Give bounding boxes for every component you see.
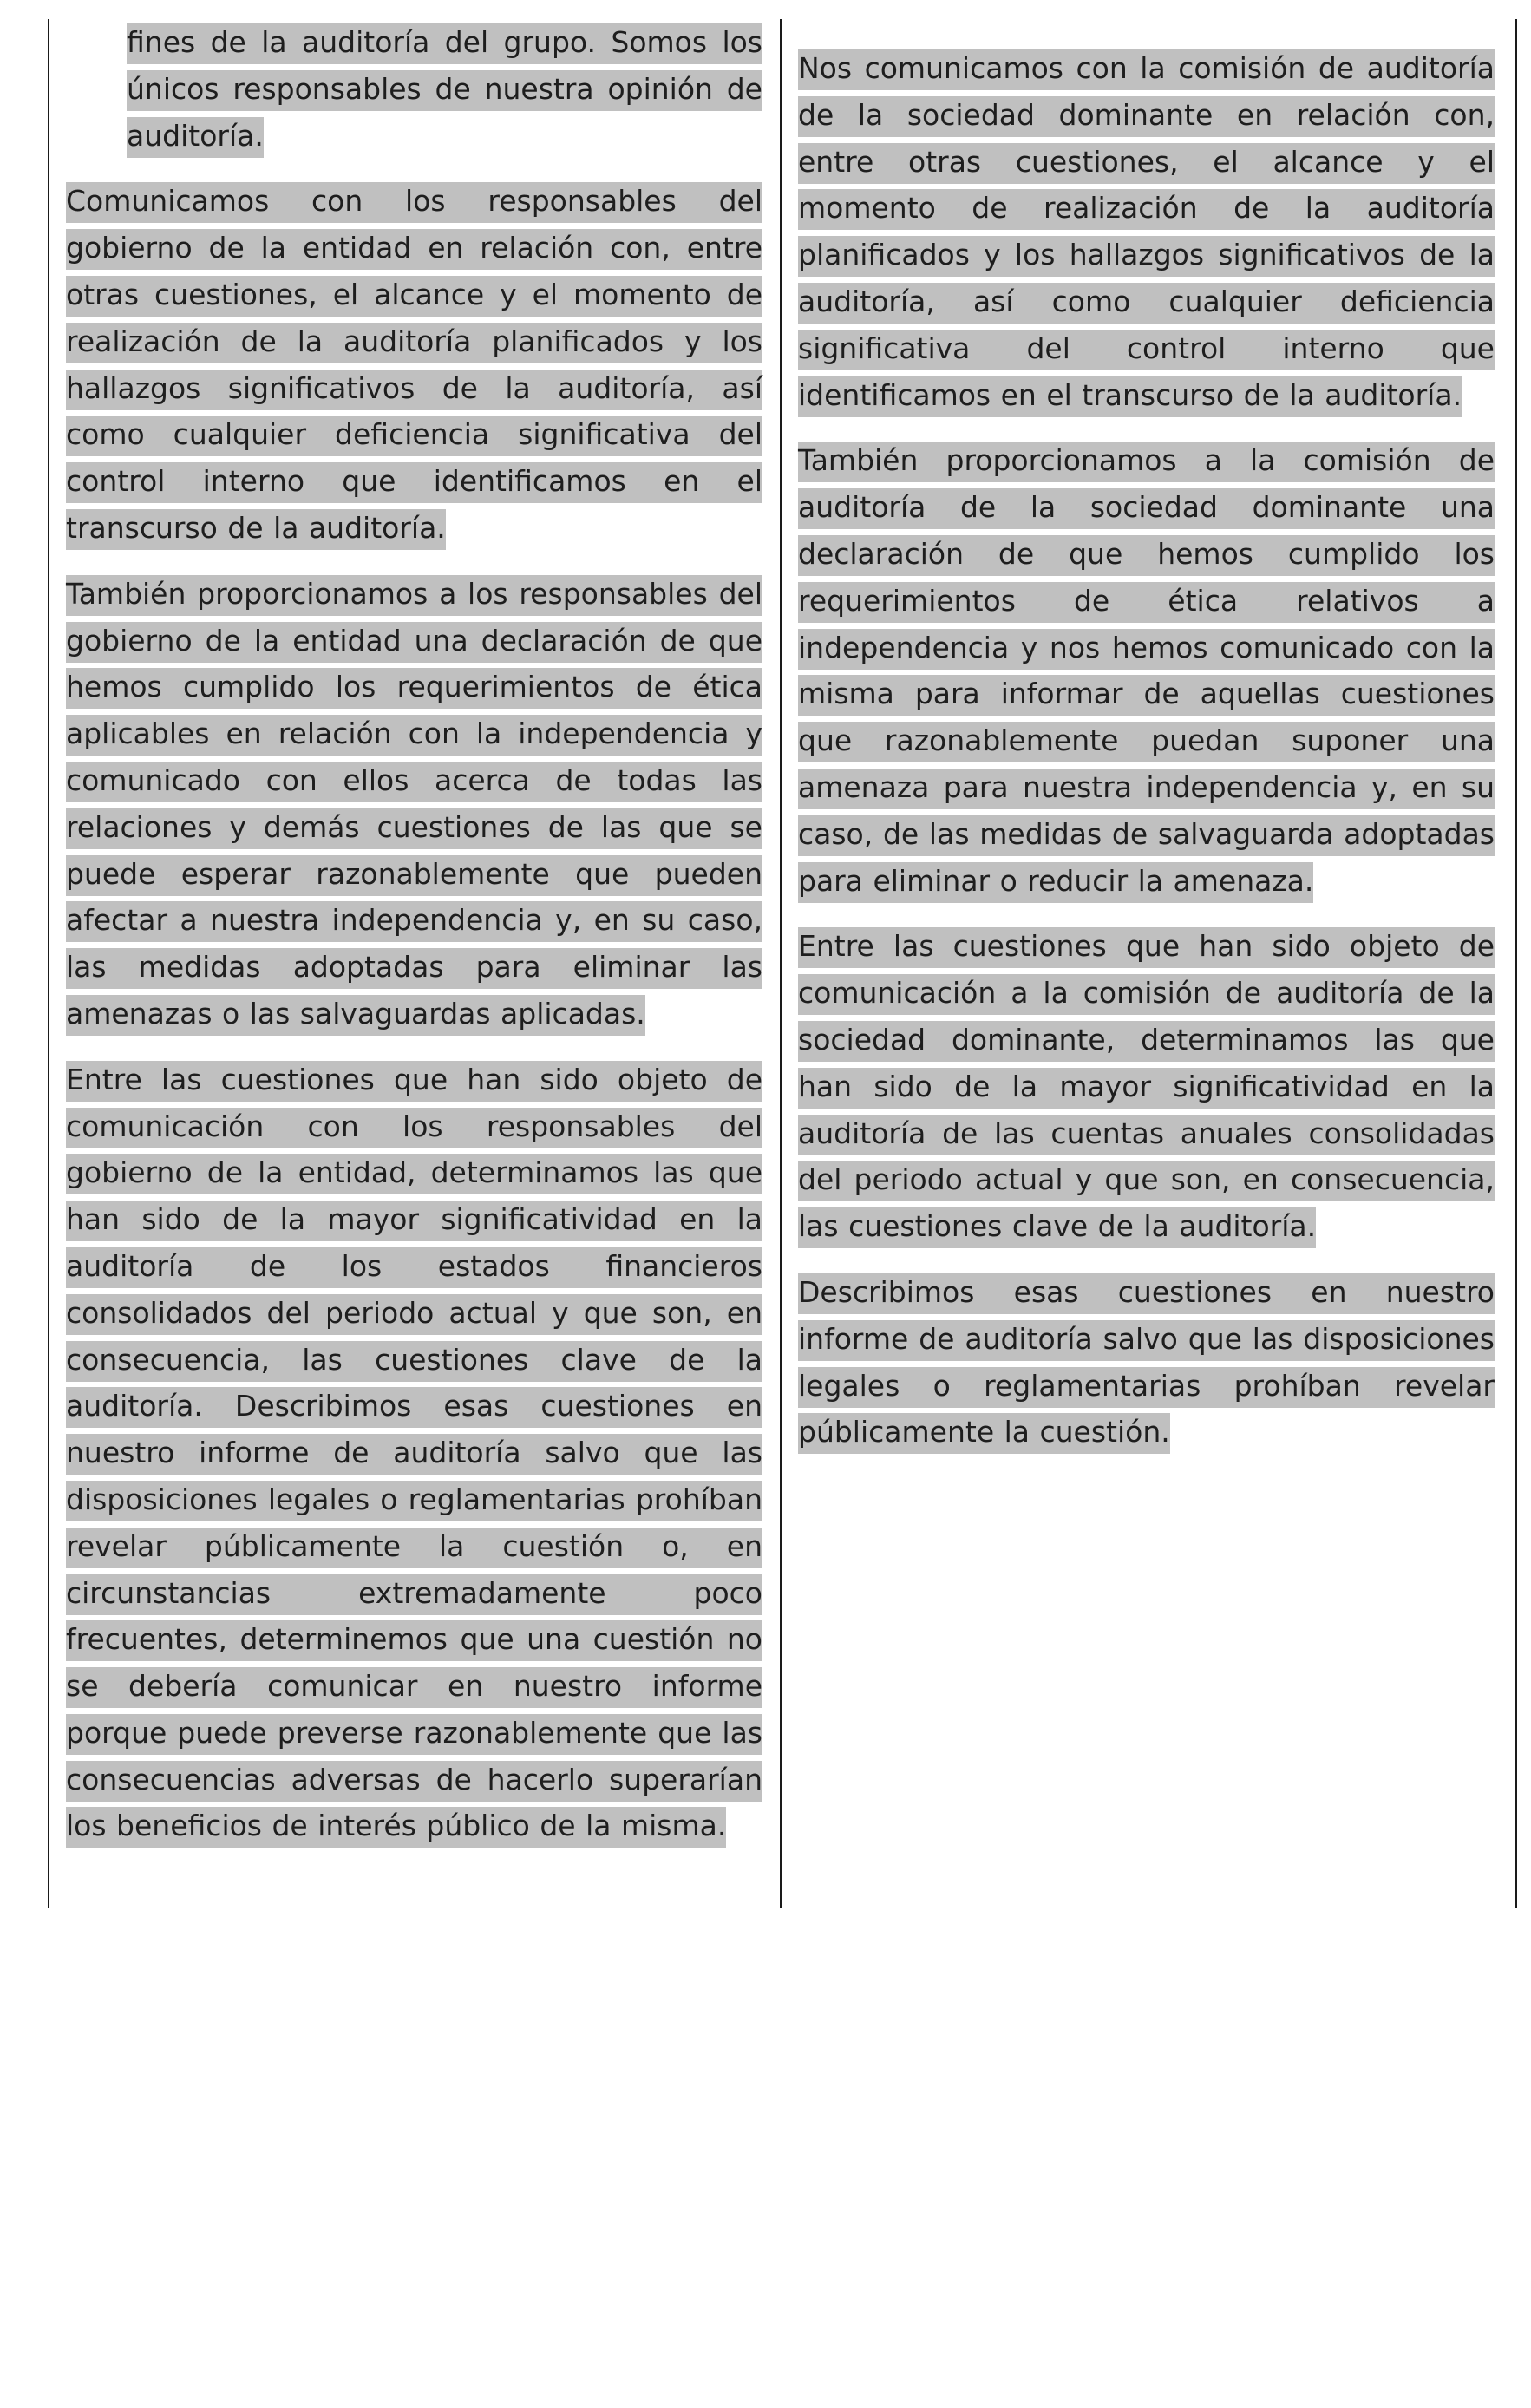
right-column (798, 45, 1495, 1456)
paragraph (66, 571, 762, 1037)
paragraph (66, 19, 762, 159)
paragraph-text: Comunicamos con los responsables del gobierno de la entidad en relación con, entre otras cuestiones, el alcance y el momento de realización de la auditoría planificados y los hallazgos significativos de la auditoría, así como cualquier deficiencia significativa del control interno que identificamos en el transcurso de la auditoría. (66, 182, 762, 550)
paragraph-text: También proporcionamos a los responsables del gobierno de la entidad una declaración de que hemos cumplido los requerimientos de ética aplicables en relación con la independencia y comunicado con ellos acerca de todas las relaciones y demás cuestiones de las que se puede esperar razonablemente que pueden afectar a nuestra independencia y, en su caso, las medidas adoptadas para eliminar las amenazas o las salvaguardas aplicadas. (66, 575, 762, 1036)
table-border-left (48, 19, 49, 1908)
paragraph-text: Entre las cuestiones que han sido objeto de comunicación con los responsables del gobierno de la entidad, determinamos las que han sido de la mayor significatividad en la auditoría de los estados financieros consolidados del periodo actual y que son, en consecuencia, las cuestiones clave de la auditoría. Describimos esas cuestiones en nuestro informe de auditoría salvo que las disposiciones legales o reglamentarias prohíban revelar públicamente la cuestión o, en circunstancias extremadamente poco frecuentes, determinemos que una cuestión no se debería comunicar en nuestro informe porque puede preverse razonablemente que las consecuencias adversas de hacerlo superarían los beneficios de interés público de la misma. (66, 1061, 762, 1849)
paragraph (66, 178, 762, 551)
comparison-table (48, 19, 1518, 1908)
paragraph-text: También proporcionamos a la comisión de auditoría de la sociedad dominante una declaración de que hemos cumplido los requerimientos de ética relativos a independencia y nos hemos comunicado con la misma para informar de aquellas cuestiones que razonablemente puedan suponer una amenaza para nuestra independencia y, en su caso, de las medidas de salvaguarda adoptadas para eliminar o reducir la amenaza. (798, 442, 1495, 902)
paragraph-text: Describimos esas cuestiones en nuestro informe de auditoría salvo que las disposiciones legales o reglamentarias prohíban revelar públicamente la cuestión. (798, 1273, 1495, 1454)
table-border-right (1515, 19, 1517, 1908)
paragraph (798, 923, 1495, 1250)
paragraph (66, 1057, 762, 1850)
table-border-middle (780, 19, 782, 1908)
paragraph-text: Nos comunicamos con la comisión de auditoría de la sociedad dominante en relación con, entre otras cuestiones, el alcance y el momento de realización de la auditoría planificados y los hallazgos significativos de la auditoría, así como cualquier deficiencia significativa del control interno que identificamos en el transcurso de la auditoría. (798, 49, 1495, 417)
paragraph (798, 1269, 1495, 1456)
left-column (66, 19, 762, 1849)
paragraph (798, 437, 1495, 904)
paragraph (798, 45, 1495, 418)
paragraph-text: fines de la auditoría del grupo. Somos los únicos responsables de nuestra opinión de auditoría. (127, 23, 762, 158)
paragraph-text: Entre las cuestiones que han sido objeto de comunicación a la comisión de auditoría de la sociedad dominante, determinamos las que han sido de la mayor significatividad en la auditoría de las cuentas anuales consolidadas del periodo actual y que son, en consecuencia, las cuestiones clave de la auditoría. (798, 927, 1495, 1248)
